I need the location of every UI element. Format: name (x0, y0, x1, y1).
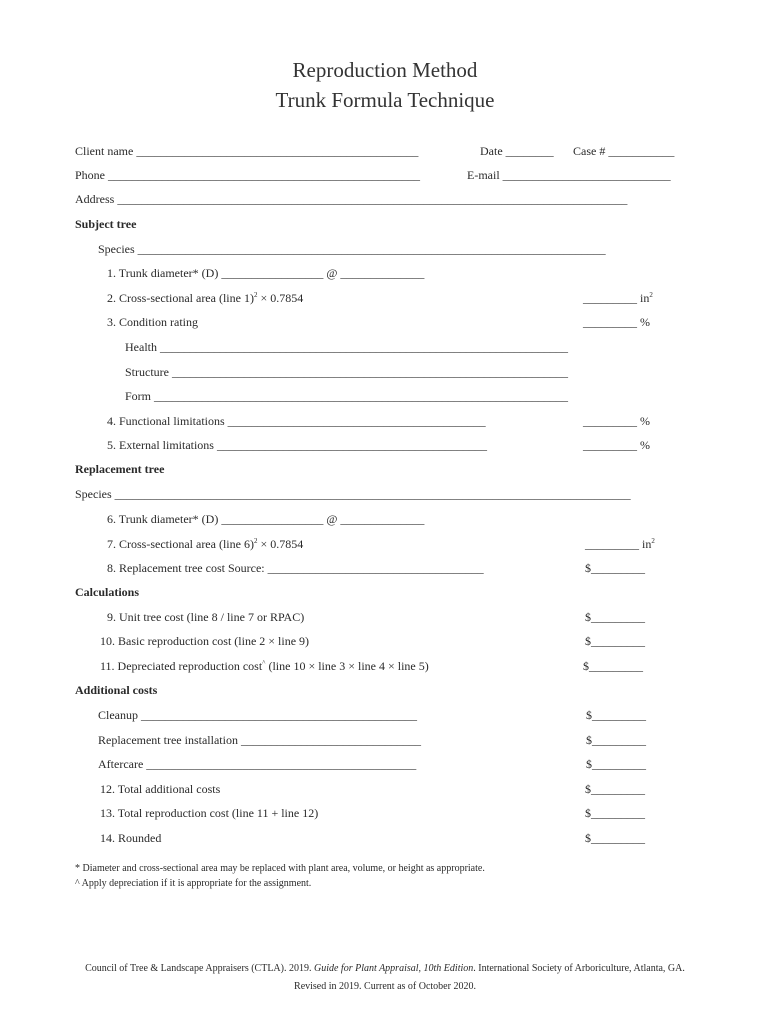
line-14-rounded: 14. Rounded (100, 831, 162, 845)
line-12-total-additional-costs: 12. Total additional costs (100, 782, 221, 796)
line-12-value-field[interactable]: $_________ (585, 782, 645, 796)
line-3-value-field[interactable]: _________ % (583, 315, 650, 329)
line-2-value-blank: _________ in (583, 291, 650, 305)
date-field[interactable]: Date ________ (480, 144, 554, 158)
diameter-note: * Diameter and cross-sectional area may be replaced with plant area, volume, or height as appropriate. (75, 863, 485, 874)
line-9-value-field[interactable]: $_________ (585, 610, 645, 624)
cleanup-value-field[interactable]: $_________ (586, 708, 646, 722)
replacement-tree-heading: Replacement tree (75, 462, 165, 476)
cleanup-field[interactable]: Cleanup ______________________________________________ (98, 708, 417, 722)
aftercare-value-field[interactable]: $_________ (586, 757, 646, 771)
installation-field[interactable]: Replacement tree installation ______________________________ (98, 733, 421, 747)
line-2-cross-sectional-area (107, 291, 303, 305)
subject-tree-heading: Subject tree (75, 217, 137, 231)
phone-field[interactable]: Phone ____________________________________________________ (75, 168, 420, 182)
case-field[interactable]: Case # ___________ (573, 144, 675, 158)
citation-author: Council of Tree & Landscape Appraisers (CTLA). 2019. (85, 963, 314, 974)
line-2-value-field[interactable] (583, 291, 653, 305)
depreciation-note: ^ Apply depreciation if it is appropriate for the assignment. (75, 878, 312, 889)
line-3-condition-rating: 3. Condition rating (107, 315, 198, 329)
caret-superscript: ^ (262, 659, 266, 667)
line-11-label: 11. Depreciated reproduction cost (100, 659, 263, 673)
aftercare-field[interactable]: Aftercare _____________________________________________ (98, 757, 417, 771)
line-6-trunk-diameter[interactable]: 6. Trunk diameter* (D) _________________ @ ______________ (107, 512, 425, 526)
line-10-basic-reproduction-cost: 10. Basic reproduction cost (line 2 × line 9) (100, 634, 310, 648)
revision-note: Revised in 2019. Current as of October 2020. (294, 981, 476, 992)
line-4-value-field[interactable]: _________ % (583, 414, 650, 428)
installation-value-field[interactable]: $_________ (586, 733, 646, 747)
squared-superscript: 2 (253, 537, 258, 545)
form-field[interactable]: Form _____________________________________________________________________ (125, 389, 569, 403)
citation-publisher: . International Society of Arboriculture, Atlanta, GA. (473, 963, 685, 974)
line-11-value-field[interactable]: $_________ (583, 659, 643, 673)
email-field[interactable]: E-mail ____________________________ (467, 168, 671, 182)
line-14-value-field[interactable]: $_________ (585, 831, 645, 845)
calculations-heading: Calculations (75, 585, 140, 599)
health-field[interactable]: Health ____________________________________________________________________ (125, 340, 568, 354)
client-name-field[interactable]: Client name _______________________________________________ (75, 144, 419, 158)
form-title-line1: Reproduction Method (292, 58, 478, 82)
additional-costs-heading: Additional costs (75, 683, 158, 697)
squared-superscript: 2 (649, 291, 653, 299)
structure-field[interactable]: Structure __________________________________________________________________ (125, 365, 568, 379)
line-8-value-field[interactable]: $_________ (585, 561, 645, 575)
line-7-label: 7. Cross-sectional area (line 6) (107, 537, 254, 551)
line-8-replacement-tree-cost[interactable]: 8. Replacement tree cost Source: ____________________________________ (107, 561, 484, 575)
line-4-functional-limitations[interactable]: 4. Functional limitations ___________________________________________ (107, 414, 486, 428)
line-13-value-field[interactable]: $_________ (585, 806, 645, 820)
line-7-value-field[interactable] (585, 537, 655, 551)
line-11-depreciated-reproduction-cost (100, 659, 429, 673)
squared-superscript: 2 (253, 291, 258, 299)
subject-species-field[interactable]: Species ______________________________________________________________________________ (98, 242, 606, 256)
replacement-species-field[interactable]: Species ______________________________________________________________________________________ (75, 487, 631, 501)
line-5-value-field[interactable]: _________ % (583, 438, 650, 452)
line-7-value-blank: _________ in (585, 537, 652, 551)
line-5-external-limitations[interactable]: 5. External limitations _____________________________________________ (107, 438, 487, 452)
line-11-formula: (line 10 × line 3 × line 4 × line 5) (265, 659, 429, 673)
citation-book-title: Guide for Plant Appraisal, 10th Edition (313, 963, 474, 974)
line-2-factor: × 0.7854 (257, 291, 304, 305)
line-13-total-reproduction-cost: 13. Total reproduction cost (line 11 + line 12) (100, 806, 319, 820)
line-1-trunk-diameter[interactable]: 1. Trunk diameter* (D) _________________ @ ______________ (107, 266, 425, 280)
line-10-value-field[interactable]: $_________ (585, 634, 645, 648)
line-7-cross-sectional-area (107, 537, 303, 551)
squared-superscript: 2 (651, 537, 655, 545)
line-7-factor: × 0.7854 (257, 537, 304, 551)
line-9-unit-tree-cost: 9. Unit tree cost (line 8 / line 7 or RPAC) (107, 610, 305, 624)
citation (0, 963, 770, 974)
address-field[interactable]: Address _____________________________________________________________________________________ (75, 192, 628, 206)
line-2-label: 2. Cross-sectional area (line 1) (107, 291, 254, 305)
form-title-line2: Trunk Formula Technique (275, 88, 495, 112)
